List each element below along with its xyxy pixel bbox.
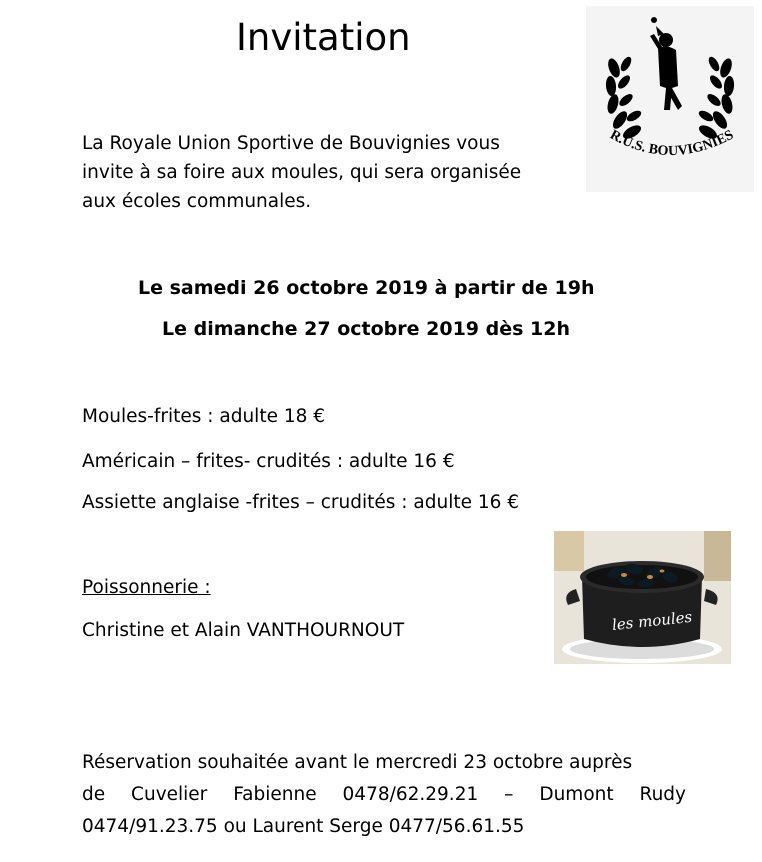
reservation-word: Dumont	[539, 784, 614, 805]
fishmonger-heading: Poissonnerie :	[82, 577, 211, 598]
page-title: Invitation	[236, 16, 411, 59]
menu-item: Assiette anglaise -frites – crudités : adulte 16 €	[82, 492, 520, 513]
reservation-word: Cuvelier	[131, 784, 208, 805]
event-date-sunday: Le dimanche 27 octobre 2019 dès 12h	[162, 318, 571, 340]
reservation-word: 0478/62.29.21	[342, 784, 479, 805]
reservation-line: 0474/91.23.75 ou Laurent Serge 0477/56.61.55	[82, 816, 525, 837]
intro-paragraph	[82, 129, 552, 216]
event-date-saturday: Le samedi 26 octobre 2019 à partir de 19h	[138, 277, 595, 299]
reservation-word: de	[82, 784, 106, 805]
club-logo	[586, 6, 754, 192]
reservation-word: –	[504, 784, 514, 805]
menu-item: Américain – frites- crudités : adulte 16 €	[82, 451, 455, 472]
reservation-paragraph	[82, 747, 686, 843]
intro-line: aux écoles communales.	[82, 191, 312, 212]
mussels-pot-photo	[554, 531, 731, 664]
reservation-word: Fabienne	[233, 784, 317, 805]
intro-line: invite à sa foire aux moules, qui sera organisée	[82, 162, 522, 183]
laurel-player-icon	[586, 6, 754, 192]
reservation-line: Réservation souhaitée avant le mercredi 23 octobre auprès	[82, 752, 633, 773]
mussels-pot-icon	[554, 531, 731, 664]
logo-text: R.U.S. BOUVIGNIES	[607, 127, 737, 160]
reservation-word: Rudy	[639, 784, 686, 805]
reservation-line-justified	[82, 779, 686, 811]
fishmonger-names: Christine et Alain VANTHOURNOUT	[82, 620, 405, 641]
intro-line: La Royale Union Sportive de Bouvignies vous	[82, 133, 500, 154]
menu-item: Moules-frites : adulte 18 €	[82, 406, 326, 427]
pot-label: les moules	[611, 607, 693, 635]
